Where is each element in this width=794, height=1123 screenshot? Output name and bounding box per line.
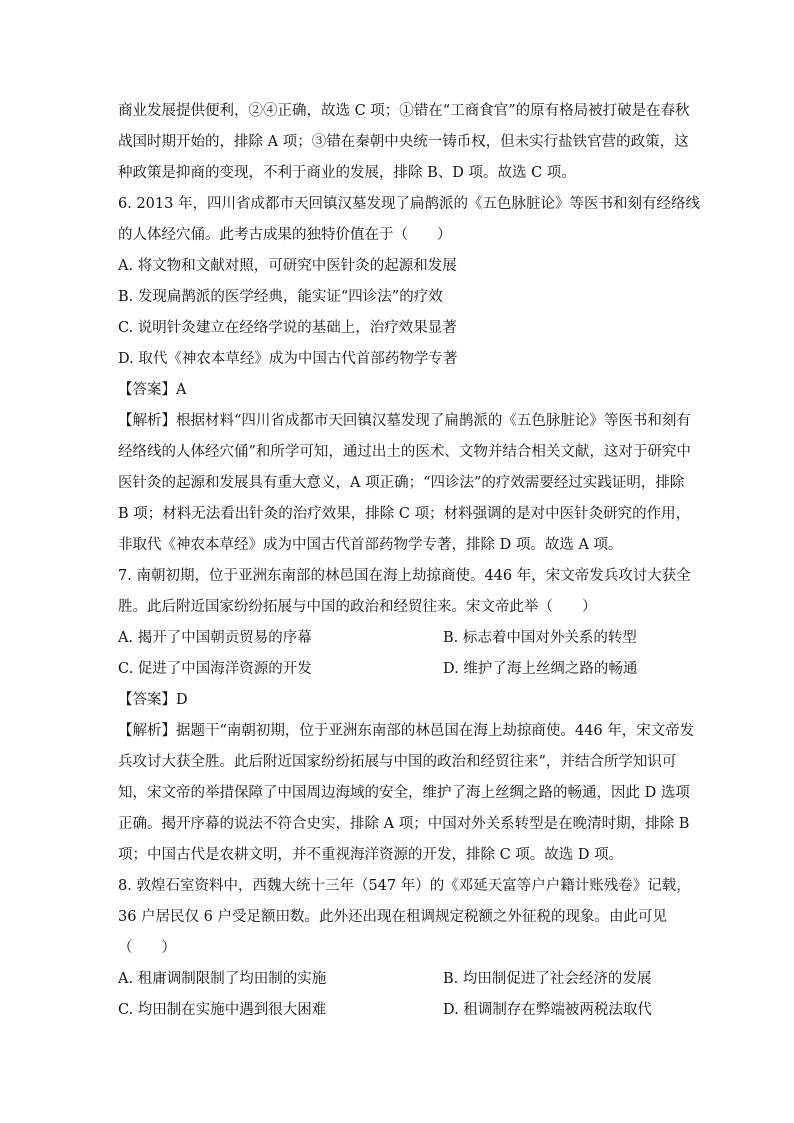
text-line: 种政策是抑商的变现，不利于商业的发展，排除 B、D 项。故选 C 项。 [118,165,576,181]
question-7-explanation: 兵攻讨大获全胜。此后附近国家纷纷拓展与中国的政治和经贸往来”，并结合所学知识可 [118,754,677,770]
question-8-stem: （ ） [118,940,176,956]
question-6-answer: 【答案】A [118,382,187,398]
question-6-option-a: A. 将文物和文献对照，可研究中医针灸的起源和发展 [118,258,457,274]
question-6-explanation: B 项；材料无法看出针灸的治疗效果，排除 C 项；材料强调的是对中医针灸研究的作用， [118,506,691,522]
question-7-option-d: D. 维护了海上丝绸之路的畅通 [443,661,638,677]
question-8-option-b: B. 均田制促进了社会经济的发展 [443,971,652,987]
question-7-explanation: 知，宋文帝的举措保障了中国周边海域的安全，维护了海上丝绸之路的畅通，因此 D 选项 [118,785,690,801]
question-7-option-b: B. 标志着中国对外关系的转型 [443,630,637,646]
question-7-options-row [118,654,688,685]
question-6-option-b: B. 发现扁鹊派的医学经典，能实证“四诊法”的疗效 [118,289,443,305]
question-7-answer: 【答案】D [118,692,188,708]
question-7-explanation: 正确。揭开序幕的说法不符合史实，排除 A 项；中国对外关系转型是在晚清时期，排除 B [118,816,690,832]
question-8-stem: 8. 敦煌石室资料中，西魏大统十三年（547 年）的《邓延天富等户户籍计账残卷》记载， [118,878,691,894]
document-page [118,96,700,1026]
question-7-option-c: C. 促进了中国海洋资源的开发 [118,661,312,677]
question-8-option-c: C. 均田制在实施中遇到很大困难 [118,1002,327,1018]
text-line: 商业发展提供便利，②④正确，故选 C 项；①错在“工商食官”的原有格局被打破是在春秋 [118,103,690,119]
question-7-stem: 胜。此后附近国家纷纷拓展与中国的政治和经贸往来。宋文帝此举（ ） [118,599,597,615]
question-6-explanation: 非取代《神农本草经》成为中国古代首部药物学专著，排除 D 项。故选 A 项。 [118,537,623,553]
question-7-option-a: A. 揭开了中国朝贡贸易的序幕 [118,630,312,646]
question-7-options-row [118,623,688,654]
question-8-option-d: D. 租调制存在弊端被两税法取代 [443,1002,652,1018]
question-6-explanation: 经络线的人体经穴俑”和所学可知，通过出土的医术、文物并结合相关文献，这对于研究中 [118,444,691,460]
question-6-stem: 的人体经穴俑。此考古成果的独特价值在于（ ） [118,227,452,243]
question-8-options-row [118,964,688,995]
question-6-explanation: 医针灸的起源和发展具有重大意义，A 项正确；“四诊法”的疗效需要经过实践证明，排除 [118,475,685,491]
question-8-options-row [118,995,688,1026]
question-6-stem: 6. 2013 年，四川省成都市天回镇汉墓发现了扁鹊派的《五色脉脏论》等医书和刻有经络线 [118,196,700,212]
question-6-explanation: 【解析】根据材料“四川省成都市天回镇汉墓发现了扁鹊派的《五色脉脏论》等医书和刻有 [118,413,691,429]
text-line: 战国时期开始的，排除 A 项；③错在秦朝中央统一铸币权，但未实行盐铁官营的政策，这 [118,134,689,150]
question-7-explanation: 项；中国古代是农耕文明，并不重视海洋资源的开发，排除 C 项。故选 D 项。 [118,847,624,863]
question-8-stem: 36 户居民仅 6 户受足额田数。此外还出现在租调规定税额之外征税的现象。由此可见 [118,909,668,925]
question-6-option-d: D. 取代《神农本草经》成为中国古代首部药物学专著 [118,351,458,367]
question-6-option-c: C. 说明针灸建立在经络学说的基础上，治疗效果显著 [118,320,457,336]
question-7-explanation: 【解析】据题干“南朝初期，位于亚洲东南部的林邑国在海上劫掠商使。446 年，宋文帝发 [118,723,695,739]
question-7-stem: 7. 南朝初期，位于亚洲东南部的林邑国在海上劫掠商使。446 年，宋文帝发兵攻讨大获全 [118,568,691,584]
question-8-option-a: A. 租庸调制限制了均田制的实施 [118,971,327,987]
